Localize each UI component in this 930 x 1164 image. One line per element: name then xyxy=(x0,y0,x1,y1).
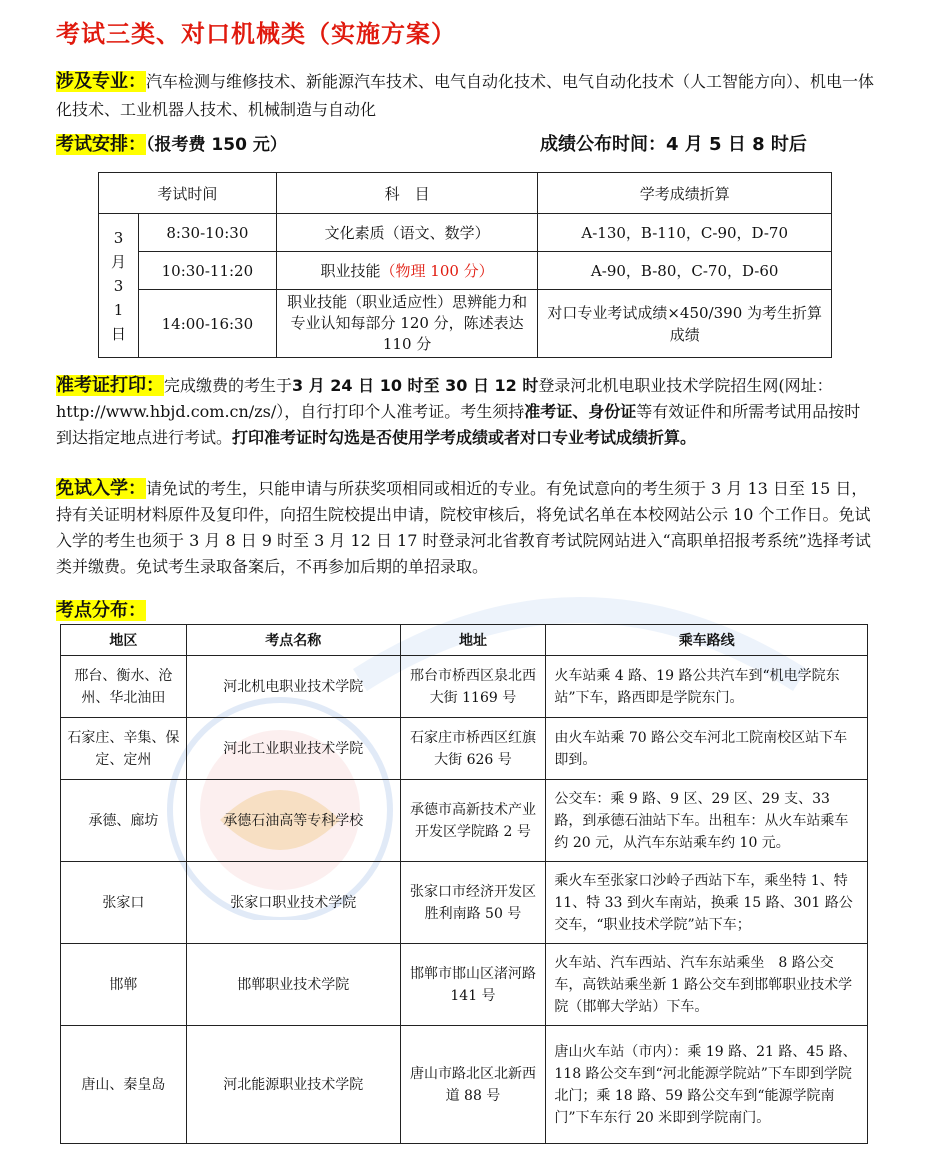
publish-time: 成绩公布时间：4 月 5 日 8 时后 xyxy=(540,134,807,155)
table-header-row xyxy=(99,173,832,214)
table-row xyxy=(99,252,832,290)
site-route: 由火车站乘 70 路公交车河北工院南校区站下车即到。 xyxy=(546,718,868,780)
exam-conversion: A-90，B-80，C-70，D-60 xyxy=(538,252,832,290)
admission-ticket-label: 准考证打印： xyxy=(56,375,164,396)
exam-subject-text: 职业技能 xyxy=(320,262,381,280)
site-region: 邢台、衡水、沧州、华北油田 xyxy=(61,656,187,718)
arrangement-label: 考试安排： xyxy=(56,134,146,155)
exemption-text: 请免试的考生，只能申请与所获奖项相同或相近的专业。有免试意向的考生须于 3 月 13 日至 15 日，持有关证明材料原件及复印件，向招生院校提出申请，院校审核后，将免试名单在本校网站公示 10 个工作日。免试入学的考生也须于 3 月 8 日 9 时至 3 月 12 日 17 时登录河北省教育考试院网站进入“高职单招报考系统”选择考试类并缴费。免试考生录取备案后，不再参加后期的单招录取。 xyxy=(56,479,871,576)
table-row xyxy=(99,290,832,358)
header-subject: 科 目 xyxy=(276,173,538,214)
majors-text: 汽车检测与维修技术、新能源汽车技术、电气自动化技术、电气自动化技术（人工智能方向）、机电一体化技术、工业机器人技术、机械制造与自动化 xyxy=(56,72,875,119)
majors-section xyxy=(56,68,876,124)
admission-time-window: 3 月 24 日 10 时至 30 日 12 时 xyxy=(292,376,539,395)
exam-date-text: 3月31日 xyxy=(110,228,126,343)
header-address: 地址 xyxy=(400,625,546,656)
header-region: 地区 xyxy=(61,625,187,656)
fee-text: （报考费 150 元） xyxy=(146,135,287,155)
site-school: 河北能源职业技术学院 xyxy=(186,1026,400,1144)
page-title: 考试三类、对口机械类（实施方案） xyxy=(56,20,456,48)
table-row xyxy=(61,780,868,862)
site-address: 张家口市经济开发区胜利南路 50 号 xyxy=(400,862,546,944)
admission-text-3: 等有效证件和所需考试用品按时到达指定地点进行考试。 xyxy=(56,402,861,447)
site-region: 石家庄、辛集、保定、定州 xyxy=(61,718,187,780)
site-region: 承德、廊坊 xyxy=(61,780,187,862)
header-exam-time: 考试时间 xyxy=(99,173,277,214)
sites-section xyxy=(56,598,876,624)
exam-conversion: 对口专业考试成绩×450/390 为考生折算成绩 xyxy=(538,290,832,358)
site-school: 张家口职业技术学院 xyxy=(186,862,400,944)
exam-subject-note: （物理 100 分） xyxy=(380,262,494,280)
exam-subject: 文化素质（语文、数学） xyxy=(276,214,538,252)
exam-time: 8:30-10:30 xyxy=(138,214,276,252)
exam-time: 14:00-16:30 xyxy=(138,290,276,358)
majors-label: 涉及专业： xyxy=(56,71,146,92)
site-school: 河北机电职业技术学院 xyxy=(186,656,400,718)
site-school: 承德石油高等专科学校 xyxy=(186,780,400,862)
exam-time: 10:30-11:20 xyxy=(138,252,276,290)
table-row xyxy=(61,944,868,1026)
site-region: 邯郸 xyxy=(61,944,187,1026)
site-address: 邯郸市邯山区渚河路 141 号 xyxy=(400,944,546,1026)
site-route: 火车站、汽车西站、汽车东站乘坐 8 路公交车，高铁站乘坐新 1 路公交车到邯郸职业技术学院（邯郸大学站）下车。 xyxy=(546,944,868,1026)
site-route: 公交车：乘 9 路、9 区、29 区、29 支、33 路，到承德石油站下车。出租车：从火车站乘车约 20 元，从汽车东站乘车约 10 元。 xyxy=(546,780,868,862)
table-row xyxy=(99,214,832,252)
site-route: 火车站乘 4 路、19 路公共汽车到“机电学院东站”下车，路西即是学院东门。 xyxy=(546,656,868,718)
exemption-section xyxy=(56,476,876,580)
header-conversion: 学考成绩折算 xyxy=(538,173,832,214)
table-row xyxy=(61,718,868,780)
site-address: 石家庄市桥西区红旗大街 626 号 xyxy=(400,718,546,780)
exam-schedule-table xyxy=(98,172,832,358)
site-address: 承德市高新技术产业开发区学院路 2 号 xyxy=(400,780,546,862)
exam-conversion: A-130，B-110，C-90，D-70 xyxy=(538,214,832,252)
table-row xyxy=(61,1026,868,1144)
table-row xyxy=(61,862,868,944)
admission-text-2: 登录河北机电职业技术学院招生网(网址：http://www.hbjd.com.cn/zs/），自行打印个人准考证。考生须持 xyxy=(56,376,833,421)
header-route: 乘车路线 xyxy=(546,625,868,656)
site-address: 邢台市桥西区泉北西大街 1169 号 xyxy=(400,656,546,718)
site-route: 乘火车至张家口沙岭子西站下车，乘坐特 1、特 11、特 33 到火车南站，换乘 15 路、301 路公交车，“职业技术学院”站下车； xyxy=(546,862,868,944)
site-region: 张家口 xyxy=(61,862,187,944)
site-school: 河北工业职业技术学院 xyxy=(186,718,400,780)
exam-date xyxy=(99,214,139,358)
admission-ticket-section xyxy=(56,373,876,451)
site-school: 邯郸职业技术学院 xyxy=(186,944,400,1026)
table-header-row xyxy=(61,625,868,656)
table-row xyxy=(61,656,868,718)
exam-subject: 职业技能（职业适应性）思辨能力和专业认知每部分 120 分，陈述表达 110 分 xyxy=(276,290,538,358)
exam-subject xyxy=(276,252,538,290)
header-school: 考点名称 xyxy=(186,625,400,656)
arrangement-row xyxy=(56,130,876,158)
admission-documents: 准考证、身份证 xyxy=(524,402,637,421)
exemption-label: 免试入学： xyxy=(56,478,146,499)
site-region: 唐山、秦皇岛 xyxy=(61,1026,187,1144)
admission-text-1: 完成缴费的考生于 xyxy=(164,376,293,395)
admission-note: 打印准考证时勾选是否使用学考成绩或者对口专业考试成绩折算。 xyxy=(232,428,697,447)
exam-sites-table xyxy=(60,624,868,1144)
site-route: 唐山火车站（市内）：乘 19 路、21 路、45 路、118 路公交车到“河北能源学院站”下车即到学院北门；乘 18 路、59 路公交车到“能源学院南门”下车东行 20 米即到学院南门。 xyxy=(546,1026,868,1144)
sites-label: 考点分布： xyxy=(56,600,146,621)
site-address: 唐山市路北区北新西道 88 号 xyxy=(400,1026,546,1144)
